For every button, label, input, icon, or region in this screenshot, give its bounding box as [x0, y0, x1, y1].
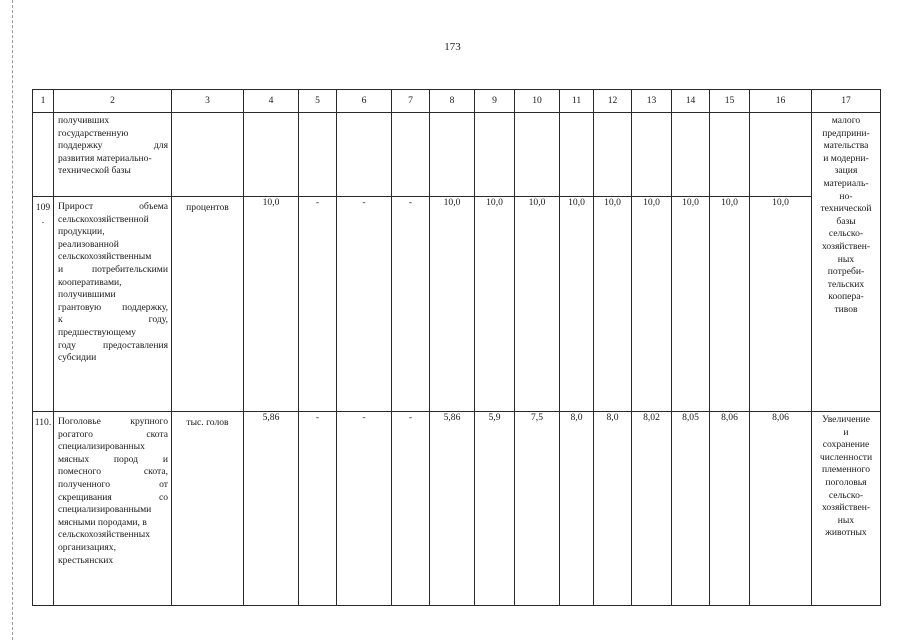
header-cell: 3 [172, 90, 244, 113]
value-cell [672, 113, 710, 197]
note-line: базы [836, 215, 856, 227]
header-cell: 11 [560, 90, 594, 113]
value-cell: 10,0 [594, 197, 632, 412]
value-cell: - [299, 197, 337, 412]
value-cell [560, 113, 594, 197]
description-line: кооперативами, [58, 276, 122, 288]
description-line: грантовую поддержку, [58, 301, 168, 313]
table-row-continuation [33, 113, 881, 197]
header-cell: 2 [54, 90, 172, 113]
value-cell: 8,06 [710, 412, 750, 606]
header-row [33, 90, 881, 113]
note-line: коопера- [828, 291, 864, 303]
description-line: сельскохозяйственных [58, 529, 151, 541]
value-cell: 8,0 [560, 412, 594, 606]
note-line: хозяйствен- [821, 502, 871, 514]
unit-cell: тыс. голов [172, 412, 244, 606]
value-cell: - [337, 412, 392, 606]
description-line: развития материально- [58, 152, 152, 164]
value-cell: 10,0 [710, 197, 750, 412]
value-cell: 10,0 [632, 197, 672, 412]
row-number-suffix: . [41, 214, 45, 226]
description-cell [54, 412, 172, 606]
header-cell: 14 [672, 90, 710, 113]
value-cell: 8,02 [632, 412, 672, 606]
note-line: поголовья [825, 476, 867, 488]
value-cell [244, 113, 299, 197]
note-line: сохранение [822, 439, 870, 451]
value-cell: 10,0 [560, 197, 594, 412]
description-line: мясными породами, в [58, 516, 147, 528]
header-cell: 16 [750, 90, 812, 113]
description-line: субсидии [58, 352, 97, 364]
value-cell: 8,06 [750, 412, 812, 606]
value-cell: - [392, 412, 430, 606]
value-cell [632, 113, 672, 197]
value-cell: 10,0 [475, 197, 515, 412]
row-number-cell [33, 197, 54, 412]
note-line: Увеличение [822, 414, 870, 425]
value-cell: 10,0 [672, 197, 710, 412]
header-cell: 4 [244, 90, 299, 113]
note-line: но- [839, 190, 853, 202]
table-row-110 [33, 412, 881, 606]
unit-cell: процентов [172, 197, 244, 412]
description-line: государственную [58, 127, 129, 139]
margin-guide-line [12, 0, 13, 640]
value-cell [594, 113, 632, 197]
description-line: предшествующему [58, 326, 136, 338]
description-line: получивших [58, 115, 110, 126]
note-line: малого [831, 115, 861, 126]
note-line: тивов [834, 303, 858, 315]
value-cell [392, 113, 430, 197]
description-line: году предоставления [58, 339, 168, 351]
description-line: специализированных [58, 441, 145, 453]
header-cell: 6 [337, 90, 392, 113]
header-cell: 1 [33, 90, 54, 113]
table-row-109 [33, 197, 881, 412]
value-cell [515, 113, 560, 197]
note-line: животных [825, 527, 867, 539]
description-cell [54, 113, 172, 197]
value-cell: 10,0 [244, 197, 299, 412]
value-cell [430, 113, 475, 197]
note-cell [812, 113, 881, 412]
page-number: 173 [444, 41, 461, 53]
value-cell [475, 113, 515, 197]
description-line: Поголовье крупного [58, 416, 168, 427]
header-cell: 12 [594, 90, 632, 113]
value-cell: 5,9 [475, 412, 515, 606]
note-line: и [843, 426, 849, 438]
header-cell: 7 [392, 90, 430, 113]
value-cell: 5,86 [430, 412, 475, 606]
description-line: помесного скота, [58, 466, 168, 478]
description-line: получившими [58, 289, 116, 301]
row-number: 110. [34, 417, 52, 428]
description-line: организациях, [58, 541, 116, 553]
value-cell: 8,05 [672, 412, 710, 606]
value-cell: 8,0 [594, 412, 632, 606]
note-line: технической [820, 203, 872, 215]
note-line: ных [837, 253, 855, 265]
description-line: полученного от [58, 478, 168, 490]
note-line: материаль- [823, 177, 869, 189]
value-cell [337, 113, 392, 197]
value-cell: 10,0 [515, 197, 560, 412]
value-cell: - [299, 412, 337, 606]
note-line: тельских [827, 278, 865, 290]
header-cell: 17 [812, 90, 881, 113]
description-line: специализированными [58, 504, 152, 516]
description-line: к году, [58, 314, 168, 326]
value-cell: 10,0 [750, 197, 812, 412]
header-cell: 5 [299, 90, 337, 113]
note-line: численности [819, 451, 873, 463]
note-line: сельско- [828, 489, 864, 501]
unit-cell [172, 113, 244, 197]
note-line: хозяйствен- [821, 240, 871, 252]
description-line: поддержку для [58, 140, 168, 152]
note-line: потреби- [827, 266, 865, 278]
description-line: сельскохозяйственным [58, 251, 152, 263]
note-line: мательства [823, 140, 869, 152]
description-line: и потребительскими [58, 263, 168, 275]
note-line: и модерни- [823, 152, 869, 164]
value-cell [750, 113, 812, 197]
row-number-cell [33, 113, 54, 197]
value-cell: - [337, 197, 392, 412]
description-line: Прирост объема [58, 201, 168, 212]
header-cell: 13 [632, 90, 672, 113]
note-line: зация [834, 165, 858, 177]
note-cell [812, 412, 881, 606]
value-cell [299, 113, 337, 197]
value-cell: - [392, 197, 430, 412]
row-number: 109 [35, 202, 51, 213]
value-cell: 7,5 [515, 412, 560, 606]
value-cell: 10,0 [430, 197, 475, 412]
row-number-cell [33, 412, 54, 606]
description-line: сельскохозяйственной [58, 213, 149, 225]
description-cell [54, 197, 172, 412]
value-cell [710, 113, 750, 197]
description-line: крестьянских [58, 554, 114, 566]
header-cell: 10 [515, 90, 560, 113]
description-line: продукции, [58, 226, 105, 238]
note-line: племенного [821, 464, 871, 476]
description-line: технической базы [58, 165, 131, 177]
header-cell: 9 [475, 90, 515, 113]
note-line: предприни- [822, 127, 870, 139]
description-line: скрещивания со [58, 491, 168, 503]
description-line: рогатого скота [58, 428, 168, 440]
note-line: ных [837, 514, 855, 526]
note-line: сельско- [828, 228, 864, 240]
indicators-table [32, 89, 881, 606]
value-cell: 5,86 [244, 412, 299, 606]
header-cell: 8 [430, 90, 475, 113]
description-line: мясных пород и [58, 453, 168, 465]
header-cell: 15 [710, 90, 750, 113]
description-line: реализованной [58, 238, 119, 250]
